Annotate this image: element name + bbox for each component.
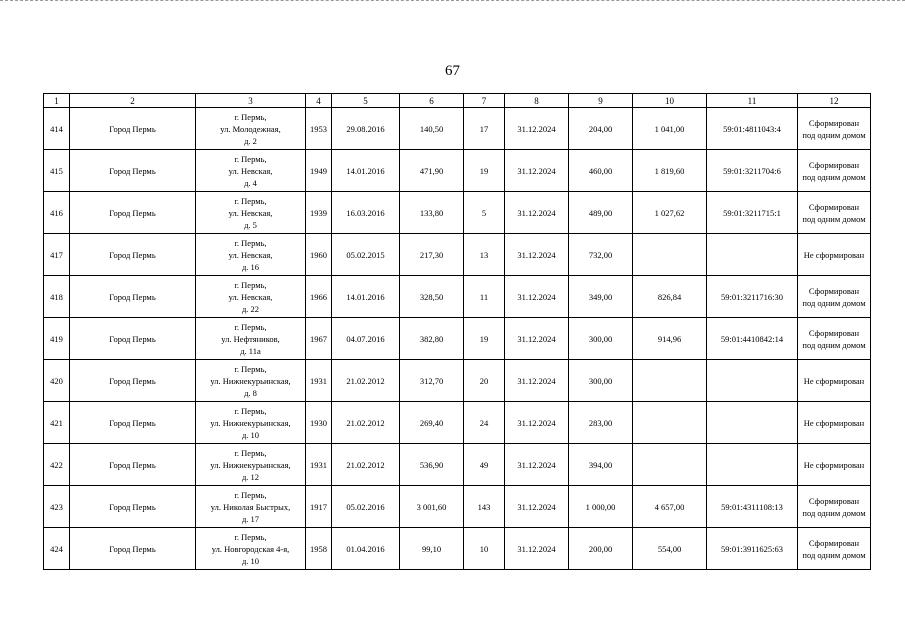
address-line: д. 10 [241, 555, 260, 566]
table-row [44, 318, 871, 360]
address-line: д. 16 [241, 261, 260, 272]
row-number-cell: 417 [44, 234, 70, 276]
date-cell: 05.02.2015 [332, 234, 400, 276]
col10-cell [633, 444, 707, 486]
column-header-1: 1 [44, 94, 70, 108]
cadastre-cell: 59:01:3211715:1 [707, 192, 798, 234]
people-cell: 5 [464, 192, 505, 234]
cadastre-cell [707, 444, 798, 486]
row-number-cell: 419 [44, 318, 70, 360]
date-cell: 14.01.2016 [332, 150, 400, 192]
year-cell: 1953 [306, 108, 332, 150]
status-line: под одним домом [802, 171, 866, 182]
city-cell: Город Пермь [70, 444, 196, 486]
address-line: г. Пермь, [234, 237, 267, 248]
col9-cell: 204,00 [569, 108, 633, 150]
city-cell: Город Пермь [70, 318, 196, 360]
status-line: Сформирован [808, 201, 860, 212]
address-line: д. 11а [240, 345, 261, 356]
area-cell: 133,80 [400, 192, 464, 234]
area-cell: 536,90 [400, 444, 464, 486]
cadastre-cell [707, 234, 798, 276]
people-cell: 17 [464, 108, 505, 150]
year-cell: 1960 [306, 234, 332, 276]
column-header-6: 6 [400, 94, 464, 108]
deadline-cell: 31.12.2024 [505, 318, 569, 360]
city-cell: Город Пермь [70, 486, 196, 528]
table-row [44, 528, 871, 570]
city-cell: Город Пермь [70, 402, 196, 444]
people-cell: 10 [464, 528, 505, 570]
people-cell: 19 [464, 318, 505, 360]
people-cell: 11 [464, 276, 505, 318]
table-body [44, 108, 871, 570]
cadastre-cell: 59:01:4311108:13 [707, 486, 798, 528]
deadline-cell: 31.12.2024 [505, 486, 569, 528]
row-number-cell: 416 [44, 192, 70, 234]
col10-cell: 826,84 [633, 276, 707, 318]
deadline-cell: 31.12.2024 [505, 360, 569, 402]
area-cell: 382,80 [400, 318, 464, 360]
people-cell: 20 [464, 360, 505, 402]
year-cell: 1939 [306, 192, 332, 234]
address-cell [196, 276, 306, 318]
address-line: ул. Невская, [228, 165, 273, 176]
table-row [44, 402, 871, 444]
col9-cell: 283,00 [569, 402, 633, 444]
column-header-11: 11 [707, 94, 798, 108]
row-number-cell: 421 [44, 402, 70, 444]
area-cell: 3 001,60 [400, 486, 464, 528]
address-line: ул. Невская, [228, 207, 273, 218]
row-number-cell: 415 [44, 150, 70, 192]
col10-cell: 1 819,60 [633, 150, 707, 192]
status-line: под одним домом [802, 507, 866, 518]
status-line: Сформирован [808, 159, 860, 170]
status-line: под одним домом [802, 297, 866, 308]
status-cell [798, 150, 871, 192]
address-cell [196, 444, 306, 486]
status-cell [798, 528, 871, 570]
table-row [44, 276, 871, 318]
address-line: ул. Нижнекурьинская, [210, 375, 291, 386]
col10-cell [633, 402, 707, 444]
address-line: г. Пермь, [234, 405, 267, 416]
area-cell: 328,50 [400, 276, 464, 318]
date-cell: 05.02.2016 [332, 486, 400, 528]
col10-cell: 554,00 [633, 528, 707, 570]
address-line: д. 10 [241, 429, 260, 440]
cadastre-cell: 59:01:4410842:14 [707, 318, 798, 360]
address-line: г. Пермь, [234, 447, 267, 458]
column-header-8: 8 [505, 94, 569, 108]
date-cell: 29.08.2016 [332, 108, 400, 150]
row-number-cell: 420 [44, 360, 70, 402]
cadastre-cell [707, 402, 798, 444]
col10-cell: 4 657,00 [633, 486, 707, 528]
column-header-7: 7 [464, 94, 505, 108]
area-cell: 140,50 [400, 108, 464, 150]
address-line: ул. Невская, [228, 291, 273, 302]
column-header-4: 4 [306, 94, 332, 108]
col10-cell: 1 027,62 [633, 192, 707, 234]
deadline-cell: 31.12.2024 [505, 444, 569, 486]
column-header-2: 2 [70, 94, 196, 108]
address-line: г. Пермь, [234, 111, 267, 122]
row-number-cell: 424 [44, 528, 70, 570]
status-line: Сформирован [808, 117, 860, 128]
table-row [44, 234, 871, 276]
address-cell [196, 108, 306, 150]
deadline-cell: 31.12.2024 [505, 150, 569, 192]
date-cell: 14.01.2016 [332, 276, 400, 318]
address-line: ул. Невская, [228, 249, 273, 260]
date-cell: 21.02.2012 [332, 360, 400, 402]
year-cell: 1966 [306, 276, 332, 318]
col10-cell: 914,96 [633, 318, 707, 360]
status-line: Не сформирован [803, 249, 865, 260]
deadline-cell: 31.12.2024 [505, 528, 569, 570]
city-cell: Город Пермь [70, 192, 196, 234]
people-cell: 13 [464, 234, 505, 276]
address-cell [196, 528, 306, 570]
deadline-cell: 31.12.2024 [505, 108, 569, 150]
address-line: д. 12 [241, 471, 260, 482]
address-cell [196, 234, 306, 276]
city-cell: Город Пермь [70, 360, 196, 402]
status-line: под одним домом [802, 549, 866, 560]
cadastre-cell: 59:01:3211704:6 [707, 150, 798, 192]
address-cell [196, 192, 306, 234]
page-top-edge [0, 0, 905, 3]
col9-cell: 489,00 [569, 192, 633, 234]
status-cell [798, 192, 871, 234]
address-line: д. 2 [244, 135, 257, 146]
date-cell: 21.02.2012 [332, 402, 400, 444]
col9-cell: 300,00 [569, 360, 633, 402]
address-line: г. Пермь, [234, 321, 267, 332]
header-row [44, 94, 871, 108]
address-line: г. Пермь, [234, 489, 267, 500]
year-cell: 1917 [306, 486, 332, 528]
col9-cell: 1 000,00 [569, 486, 633, 528]
city-cell: Город Пермь [70, 108, 196, 150]
col9-cell: 349,00 [569, 276, 633, 318]
address-cell [196, 402, 306, 444]
status-line: Не сформирован [803, 375, 865, 386]
status-line: под одним домом [802, 339, 866, 350]
status-line: Сформирован [808, 327, 860, 338]
status-cell [798, 318, 871, 360]
col9-cell: 300,00 [569, 318, 633, 360]
status-cell [798, 486, 871, 528]
address-line: ул. Нижнекурьинская, [210, 417, 291, 428]
city-cell: Город Пермь [70, 234, 196, 276]
date-cell: 01.04.2016 [332, 528, 400, 570]
col9-cell: 200,00 [569, 528, 633, 570]
col10-cell: 1 041,00 [633, 108, 707, 150]
status-line: Сформирован [808, 285, 860, 296]
address-line: д. 17 [241, 513, 260, 524]
date-cell: 21.02.2012 [332, 444, 400, 486]
address-line: ул. Нижнекурьинская, [210, 459, 291, 470]
address-line: ул. Новгородская 4-я, [211, 543, 290, 554]
col9-cell: 460,00 [569, 150, 633, 192]
row-number-cell: 418 [44, 276, 70, 318]
row-number-cell: 423 [44, 486, 70, 528]
area-cell: 471,90 [400, 150, 464, 192]
col10-cell [633, 234, 707, 276]
status-cell [798, 108, 871, 150]
address-cell [196, 318, 306, 360]
address-line: г. Пермь, [234, 279, 267, 290]
cadastre-cell: 59:01:3211716:30 [707, 276, 798, 318]
status-line: Не сформирован [803, 417, 865, 428]
address-line: ул. Николая Быстрых, [210, 501, 291, 512]
date-cell: 04.07.2016 [332, 318, 400, 360]
table-row [44, 108, 871, 150]
status-cell [798, 444, 871, 486]
area-cell: 312,70 [400, 360, 464, 402]
table-row [44, 192, 871, 234]
address-cell [196, 360, 306, 402]
address-cell [196, 150, 306, 192]
people-cell: 143 [464, 486, 505, 528]
year-cell: 1931 [306, 444, 332, 486]
address-line: г. Пермь, [234, 363, 267, 374]
deadline-cell: 31.12.2024 [505, 276, 569, 318]
address-line: г. Пермь, [234, 531, 267, 542]
column-header-10: 10 [633, 94, 707, 108]
date-cell: 16.03.2016 [332, 192, 400, 234]
table-row [44, 444, 871, 486]
housing-table [43, 93, 871, 570]
city-cell: Город Пермь [70, 276, 196, 318]
col10-cell [633, 360, 707, 402]
col9-cell: 732,00 [569, 234, 633, 276]
address-line: ул. Молодежная, [220, 123, 281, 134]
city-cell: Город Пермь [70, 150, 196, 192]
deadline-cell: 31.12.2024 [505, 402, 569, 444]
column-header-5: 5 [332, 94, 400, 108]
people-cell: 24 [464, 402, 505, 444]
deadline-cell: 31.12.2024 [505, 192, 569, 234]
column-header-12: 12 [798, 94, 871, 108]
year-cell: 1949 [306, 150, 332, 192]
city-cell: Город Пермь [70, 528, 196, 570]
year-cell: 1967 [306, 318, 332, 360]
cadastre-cell [707, 360, 798, 402]
address-line: д. 8 [244, 387, 257, 398]
row-number-cell: 422 [44, 444, 70, 486]
year-cell: 1931 [306, 360, 332, 402]
status-line: Сформирован [808, 537, 860, 548]
status-line: под одним домом [802, 213, 866, 224]
status-cell [798, 360, 871, 402]
column-header-9: 9 [569, 94, 633, 108]
year-cell: 1930 [306, 402, 332, 444]
status-cell [798, 234, 871, 276]
year-cell: 1958 [306, 528, 332, 570]
table-row [44, 486, 871, 528]
status-cell [798, 402, 871, 444]
deadline-cell: 31.12.2024 [505, 234, 569, 276]
address-line: ул. Нефтяников, [221, 333, 280, 344]
address-line: д. 4 [244, 177, 257, 188]
status-cell [798, 276, 871, 318]
row-number-cell: 414 [44, 108, 70, 150]
page-number: 67 [445, 63, 460, 79]
table-row [44, 150, 871, 192]
address-line: г. Пермь, [234, 195, 267, 206]
area-cell: 99,10 [400, 528, 464, 570]
table-row [44, 360, 871, 402]
table-header [44, 94, 871, 108]
status-line: Сформирован [808, 495, 860, 506]
status-line: под одним домом [802, 129, 866, 140]
address-line: д. 22 [241, 303, 260, 314]
area-cell: 269,40 [400, 402, 464, 444]
address-cell [196, 486, 306, 528]
people-cell: 49 [464, 444, 505, 486]
people-cell: 19 [464, 150, 505, 192]
cadastre-cell: 59:01:3911625:63 [707, 528, 798, 570]
col9-cell: 394,00 [569, 444, 633, 486]
cadastre-cell: 59:01:4811043:4 [707, 108, 798, 150]
column-header-3: 3 [196, 94, 306, 108]
area-cell: 217,30 [400, 234, 464, 276]
address-line: д. 5 [244, 219, 257, 230]
status-line: Не сформирован [803, 459, 865, 470]
address-line: г. Пермь, [234, 153, 267, 164]
